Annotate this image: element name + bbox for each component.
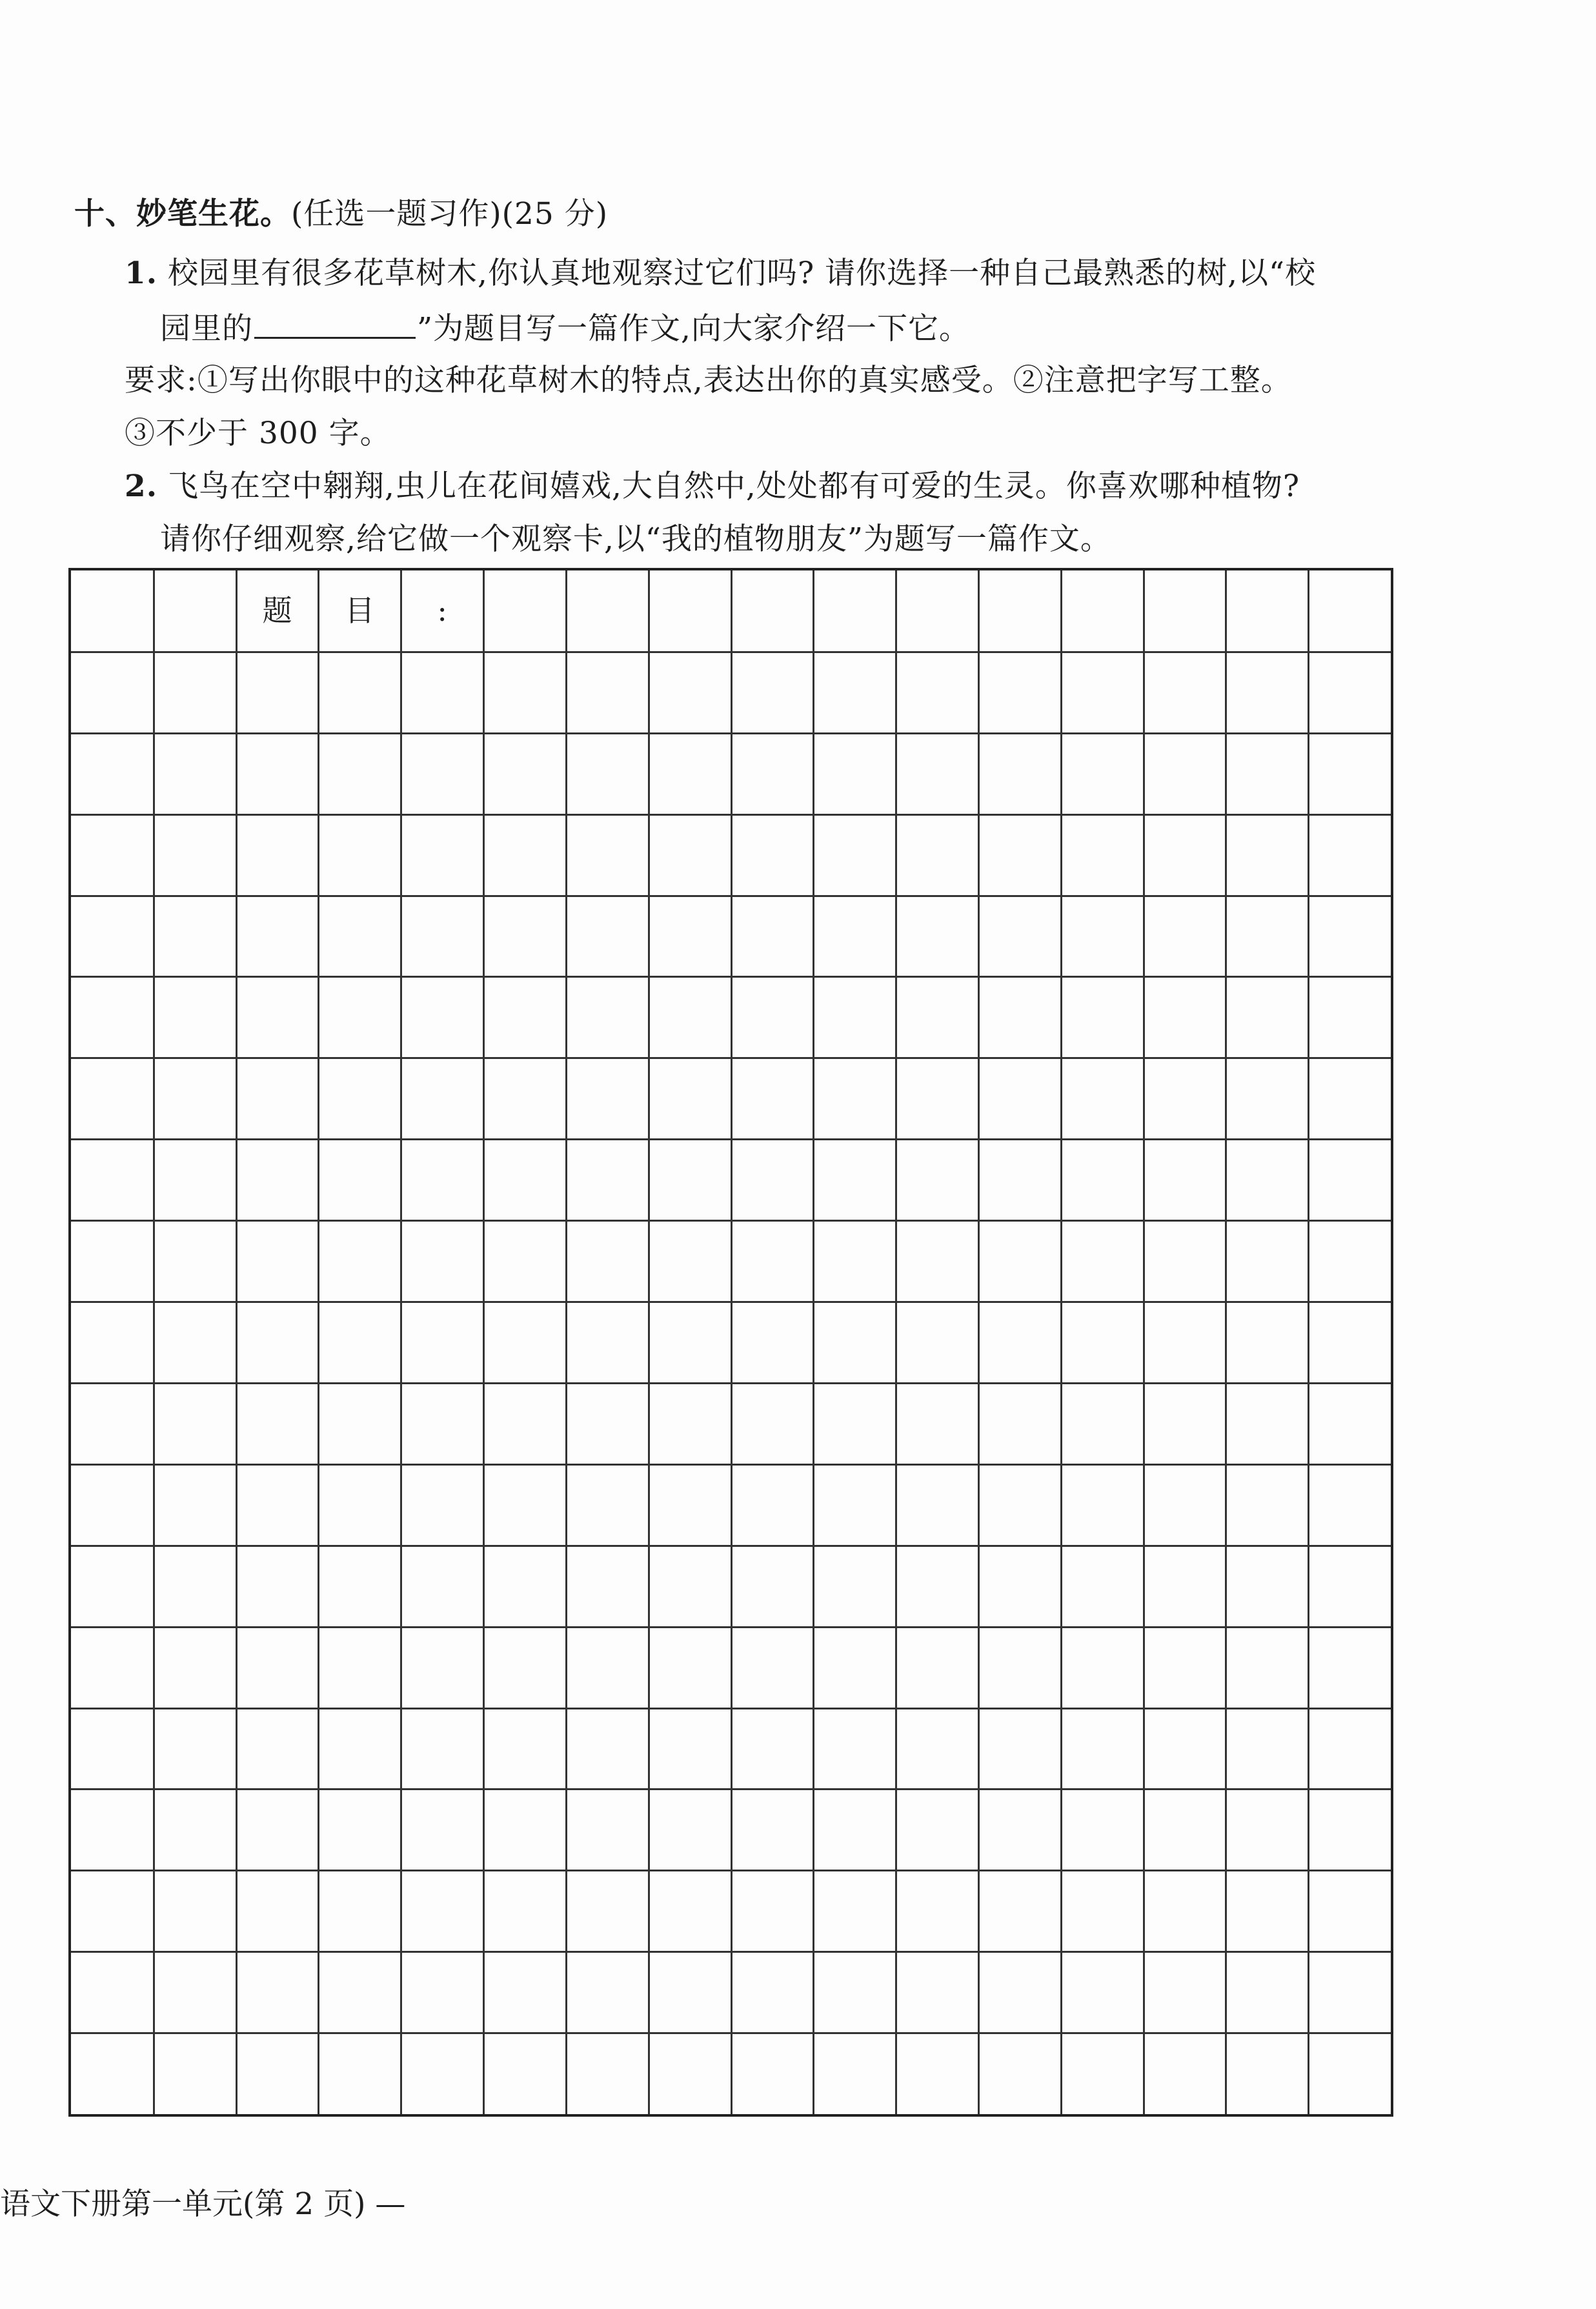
requirements-line-2	[125, 414, 391, 453]
grid-row-line	[71, 1220, 1391, 1222]
page-footer	[0, 2185, 405, 2224]
question-2-line-1	[125, 467, 1300, 506]
grid-column-line	[1143, 570, 1145, 2114]
question-1-line-1	[125, 254, 1316, 293]
grid-row-line	[71, 1057, 1391, 1059]
grid-row-line	[71, 1626, 1391, 1628]
grid-column-line	[400, 570, 402, 2114]
title-blank[interactable]	[254, 308, 416, 339]
grid-column-line	[1060, 570, 1062, 2114]
grid-row-line	[71, 1138, 1391, 1140]
grid-row-line	[71, 1301, 1391, 1303]
question-2-number: 2.	[125, 469, 158, 504]
grid-column-line	[236, 570, 237, 2114]
grid-column-line	[318, 570, 319, 2114]
question-1-text-1: 校园里有很多花草树木,你认真地观察过它们吗? 请你选择一种自己最熟悉的树,以“校	[168, 256, 1317, 291]
section-heading-bold: 十、妙笔生花。	[74, 196, 291, 232]
question-1-text-2b: ”为题目写一篇作文,向大家介绍一下它。	[417, 311, 970, 347]
grid-column-line	[813, 570, 814, 2114]
grid-column-line	[1225, 570, 1227, 2114]
grid-title-char-1: 题	[262, 593, 292, 628]
grid-row-line	[71, 976, 1391, 978]
footer-text: 语文下册第一单元(第 2 页) —	[0, 2186, 406, 2222]
grid-title-colon: :	[437, 593, 447, 628]
grid-row-line	[71, 1464, 1391, 1466]
grid-row-line	[71, 651, 1391, 653]
grid-column-line	[565, 570, 567, 2114]
grid-row-line	[71, 1951, 1391, 1953]
section-heading	[74, 195, 608, 234]
grid-row-line	[71, 895, 1391, 897]
grid-column-line	[153, 570, 155, 2114]
question-1-number: 1.	[125, 256, 158, 291]
grid-row-line	[71, 1708, 1391, 1709]
grid-row-line	[71, 814, 1391, 816]
grid-title-char-2: 目	[345, 593, 375, 628]
grid-row-line	[71, 1788, 1391, 1790]
question-1-text-2a: 园里的	[160, 311, 253, 347]
grid-row-line	[71, 732, 1391, 734]
grid-column-line	[731, 570, 732, 2114]
grid-column-line	[1308, 570, 1309, 2114]
grid-row-line	[71, 1382, 1391, 1384]
grid-column-line	[895, 570, 897, 2114]
grid-column-line	[648, 570, 650, 2114]
question-2-line-2	[160, 520, 1111, 559]
grid-column-line	[978, 570, 980, 2114]
writing-grid[interactable]	[68, 568, 1393, 2117]
question-1-line-2	[160, 308, 970, 348]
section-heading-points: (任选一题习作)(25 分)	[291, 196, 609, 232]
grid-column-line	[483, 570, 485, 2114]
requirements-text-1: 要求:①写出你眼中的这种花草树木的特点,表达出你的真实感受。②注意把字写工整。	[125, 363, 1292, 398]
question-2-text-1: 飞鸟在空中翱翔,虫儿在花间嬉戏,大自然中,处处都有可爱的生灵。你喜欢哪种植物?	[168, 469, 1300, 504]
requirements-line-1	[125, 361, 1292, 400]
grid-row-line	[71, 1545, 1391, 1547]
grid-row-line	[71, 1870, 1391, 1871]
grid-row-line	[71, 2032, 1391, 2034]
requirements-text-2: ③不少于 300 字。	[125, 416, 391, 451]
question-2-text-2: 请你仔细观察,给它做一个观察卡,以“我的植物朋友”为题写一篇作文。	[160, 521, 1111, 557]
